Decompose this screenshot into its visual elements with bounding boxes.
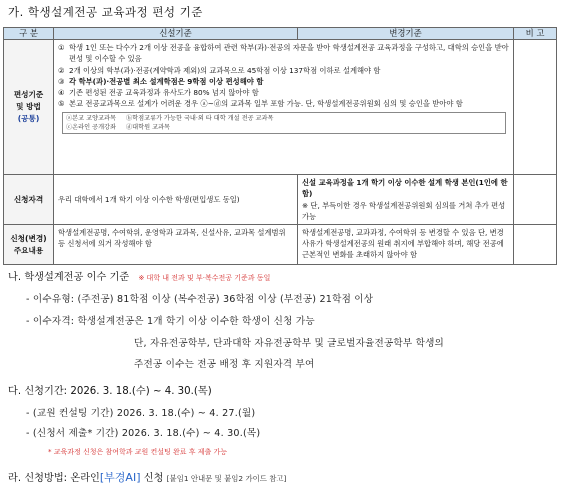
completion-eligibility-detail: 단, 자유전공학부, 단과대학 자유전공학부 및 글로벌자율전공학부 학생의 [134,338,445,349]
row-label-line: 및 방법 [16,102,41,112]
completion-eligibility: - 이수자격: 학생설계전공은 1개 학기 이상 이수한 학생이 신청 가능 [26,316,315,327]
row-label-criteria [4,40,54,175]
change-eligibility-note: ※ 단, 부득이한 경우 학생설계전공위원회 심의를 거쳐 추가 편성 가능 [302,200,506,221]
row-label-eligibility: 신청자격 [4,175,54,225]
criteria-item: ④ 기존 편성된 전공 교육과정과 유사도가 80% 넘지 않아야 함 [58,88,259,98]
header-change-standard: 변경기준 [298,28,514,40]
note-item: ⓑ학점교류가 가능한 국내·외 타 대학 개설 전공 교과목 [126,115,274,123]
criteria-item: ② 2개 이상의 학부(과)·전공(계약학과 제외)의 교과목으로 45학점 이상 137학점 이하로 설계해야 함 [58,65,381,75]
section-na-title: 나. 학생설계전공 이수 기준 [8,272,130,283]
submission-note: * 교육과정 신청은 참여학과 교원 컨설팅 완료 후 제출 가능 [48,448,228,456]
header-remarks: 비 고 [514,28,557,40]
eligibility-change-cell [298,175,514,225]
table-row-application [4,225,557,265]
consulting-period: - (교원 컨설팅 기간) 2026. 3. 18.(수) ~ 4. 27.(월) [26,408,256,419]
row-label-application [4,225,54,265]
completion-eligibility-detail: 주전공 이수는 전공 배정 후 지원자격 부여 [134,359,315,370]
criteria-cell [54,40,514,175]
row-label-line: 신청(변경) [10,233,47,243]
note-item: ⓐ본교 교양교과목 [66,115,116,123]
application-change-cell: 학생설계전공명, 교과과정, 수여학위 등 변경할 수 있음 단, 변경사유가 학생설계전공의 원래 취지에 부합해야 하며, 해당 전공에 근본적인 변화를 초래하지 않아야 함 [298,225,514,265]
table-row-criteria [4,40,557,175]
remarks-cell [514,40,557,175]
section-da-title: 다. 신청기간: 2026. 3. 18.(수) ~ 4. 30.(목) [8,386,212,397]
row-label-line: 편성기준 [13,90,44,100]
section-ra-heading [8,469,286,485]
section-ga-title: 가. 학생설계전공 교육과정 편성 기준 [8,5,203,19]
row-label-line: 주요내용 [13,245,44,255]
section-na-heading [8,268,270,283]
note-item: ⓓ대학원 교과목 [126,124,171,132]
attachment-reference: [붙임1 안내문 및 붙임2 가이드 참고] [166,474,287,483]
remarks-cell [514,225,557,265]
header-new-standard: 신설기준 [54,28,298,40]
curriculum-table [3,27,557,265]
note-item: ⓒ온라인 공개강좌 [66,124,116,132]
row-label-common: (공통) [17,114,40,124]
header-category: 구 분 [4,28,54,40]
criteria-item: ① 학생 1인 또는 다수가 2개 이상 전공을 융합하여 관련 학부(과)·전공의 자문을 받아 학생설계전공 교육과정을 구성하고, 대학의 승인을 받아 편성 및 이수할 수 있음 [58,43,509,64]
completion-types: - 이수유형: (주전공) 81학점 이상 (복수전공) 36학점 이상 (부전공) 21학점 이상 [26,294,374,305]
submission-period: - (신청서 제출* 기간) 2026. 3. 18.(수) ~ 4. 30.(목) [26,428,261,439]
bukyeong-ai-link[interactable]: [부경AI] [99,471,141,484]
criteria-list [58,42,510,109]
section-na-note: ※ 대학 내 전과 및 부·복수전공 기준과 동일 [138,274,271,282]
section-ra-prefix: 라. 신청방법: 온라인 [8,473,100,484]
remarks-cell [514,175,557,225]
change-eligibility-main: 신설 교육과정을 1개 학기 이상 이수한 설계 학생 본인(1인에 한함) [302,178,508,199]
section-ra-suffix: 신청 [140,473,164,484]
application-new-cell: 학생설계전공명, 수여학위, 운영학과 교과목, 신설사유, 교과목 설계범위 등 신청서에 의거 작성해야 함 [54,225,298,265]
elective-notes-box [62,112,506,134]
criteria-item: ⑤ 본교 전공교과목으로 설계가 어려운 경우 ⓐ~ⓓ의 교과목 일부 포함 가능. 단, 학생설계전공위원회 심의 및 승인을 받아야 함 [58,99,463,109]
table-header-row [4,28,557,40]
eligibility-new-cell: 우리 대학에서 1개 학기 이상 이수한 학생(편입생도 동일) [54,175,298,225]
criteria-item: ③ 각 학부(과)·전공별 최소 설계학점은 9학점 이상 편성해야 함 [58,76,264,86]
table-row-eligibility [4,175,557,225]
